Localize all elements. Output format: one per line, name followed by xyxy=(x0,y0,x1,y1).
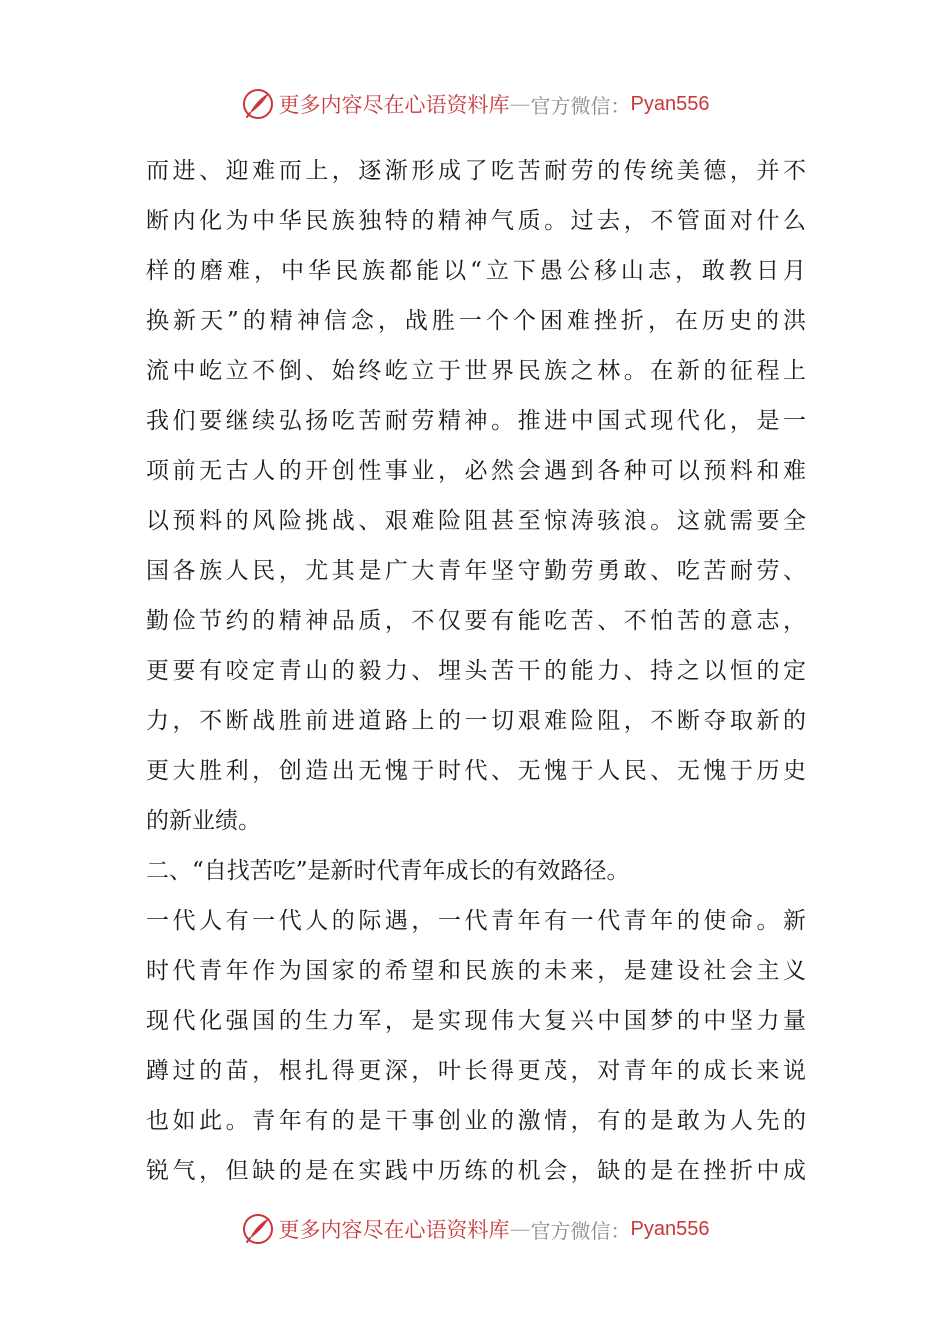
header-wechat-id: Pyan556 xyxy=(630,92,710,115)
footer-site-name: 更多内容尽在心语资料库 xyxy=(278,1218,510,1242)
header-site-name: 更多内容尽在心语资料库 xyxy=(278,93,510,117)
quill-logo-icon xyxy=(241,87,275,121)
quill-logo-icon xyxy=(241,1212,275,1246)
body-line: 以预料的风险挑战、艰难险阻甚至惊涛骇浪。这就需要全 xyxy=(146,508,806,534)
body-line: 蹲过的苗，根扎得更深，叶长得更茂，对青年的成长来说 xyxy=(146,1058,806,1084)
body-line: 的新业绩。 xyxy=(146,808,261,834)
body-line: 勤俭节约的精神品质，不仅要有能吃苦、不怕苦的意志， xyxy=(146,608,806,634)
section-heading: 二、“自找苦吃”是新时代青年成长的有效路径。 xyxy=(146,858,630,884)
body-line: 力，不断战胜前进道路上的一切艰难险阻，不断夺取新的 xyxy=(146,708,806,734)
body-line: 而进、迎难而上，逐渐形成了吃苦耐劳的传统美德，并不 xyxy=(146,158,806,184)
footer-wechat-label: 官方微信： xyxy=(530,1218,631,1243)
body-line: 样的磨难，中华民族都能以“立下愚公移山志，敢教日月 xyxy=(146,258,806,284)
body-line: 锐气，但缺的是在实践中历练的机会，缺的是在挫折中成 xyxy=(146,1158,806,1184)
body-line: 我们要继续弘扬吃苦耐劳精神。推进中国式现代化，是一 xyxy=(146,408,806,434)
body-line: 更大胜利，创造出无愧于时代、无愧于人民、无愧于历史 xyxy=(146,758,806,784)
body-line: 项前无古人的开创性事业，必然会遇到各种可以预料和难 xyxy=(146,458,806,484)
body-line: 时代青年作为国家的希望和民族的未来，是建设社会主义 xyxy=(146,958,806,984)
body-line: 流中屹立不倒、始终屹立于世界民族之林。在新的征程上 xyxy=(146,358,806,384)
header-dash: — xyxy=(509,92,531,116)
footer-dash: — xyxy=(509,1217,531,1241)
body-line: 断内化为中华民族独特的精神气质。过去，不管面对什么 xyxy=(146,208,806,234)
header-banner xyxy=(0,84,950,124)
body-line: 现代化强国的生力军，是实现伟大复兴中国梦的中坚力量 xyxy=(146,1008,806,1034)
document-body xyxy=(146,146,806,1196)
body-line: 国各族人民，尤其是广大青年坚守勤劳勇敢、吃苦耐劳、 xyxy=(146,558,806,584)
footer-wechat-id: Pyan556 xyxy=(630,1217,710,1240)
footer-banner xyxy=(0,1209,950,1249)
body-line: 一代人有一代人的际遇，一代青年有一代青年的使命。新 xyxy=(146,908,806,934)
body-line: 更要有咬定青山的毅力、埋头苦干的能力、持之以恒的定 xyxy=(146,658,806,684)
header-wechat-label: 官方微信： xyxy=(530,93,631,118)
body-line: 也如此。青年有的是干事创业的激情，有的是敢为人先的 xyxy=(146,1108,806,1134)
body-line: 换新天”的精神信念，战胜一个个困难挫折，在历史的洪 xyxy=(146,308,806,334)
